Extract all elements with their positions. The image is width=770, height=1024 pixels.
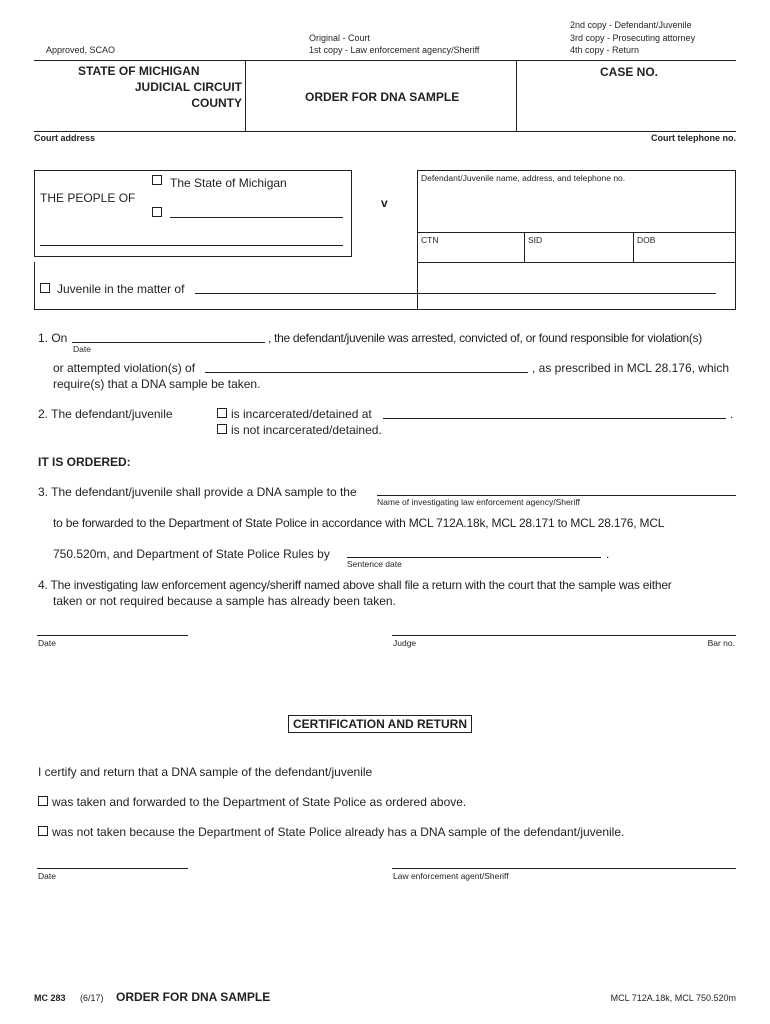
state-of-michigan: STATE OF MICHIGAN	[78, 64, 200, 78]
copy-fourth: 4th copy - Return	[570, 45, 640, 55]
item2-label: 2. The defendant/juvenile	[38, 407, 173, 421]
order-date-caption: Date	[38, 638, 56, 648]
judicial-circuit: JUDICIAL CIRCUIT	[134, 80, 242, 94]
agency-field[interactable]	[377, 495, 736, 496]
item1-requires: require(s) that a DNA sample be taken.	[53, 377, 261, 391]
header-top-rule	[34, 60, 736, 61]
court-address-label: Court address	[34, 133, 96, 143]
agency-caption: Name of investigating law enforcement agency/Sheriff	[377, 497, 581, 507]
item3-period: .	[606, 547, 610, 561]
item3-rules: 750.520m, and Department of State Police Rules by	[53, 547, 330, 561]
bar-no-caption: Bar no.	[707, 638, 735, 648]
copy-second: 2nd copy - Defendant/Juvenile	[570, 20, 692, 30]
return-date-field[interactable]	[37, 868, 188, 869]
other-plaintiff-field[interactable]	[170, 217, 343, 218]
certification-intro: I certify and return that a DNA sample of the defendant/juvenile	[38, 765, 373, 779]
court-phone-label: Court telephone no.	[651, 133, 736, 143]
item1-on: 1. On	[38, 331, 68, 345]
not-incarcerated-checkbox[interactable]	[217, 424, 227, 434]
item1-violations-start: or attempted violation(s) of	[53, 361, 196, 375]
incarcerated-location-field[interactable]	[383, 418, 726, 419]
item3-text: 3. The defendant/juvenile shall provide a DNA sample to the	[38, 485, 357, 499]
item3-forwarded: to be forwarded to the Department of State Police in accordance with MCL 712A.18k, MCL 28.171 to MCL 28.176, MCL	[53, 516, 665, 530]
incarcerated-checkbox[interactable]	[217, 408, 227, 418]
item1-date-caption: Date	[73, 344, 91, 354]
item4-line1: 4. The investigating law enforcement agency/sheriff named above shall file a return with the court that the sample was either	[38, 578, 672, 592]
item4-line2: taken or not required because a sample has already been taken.	[53, 594, 396, 608]
sid-dob-divider	[633, 232, 634, 263]
order-date-field[interactable]	[37, 635, 188, 636]
item1-date-field[interactable]	[72, 342, 265, 343]
sample-taken-checkbox[interactable]	[38, 796, 48, 806]
not-incarcerated-option: is not incarcerated/detained.	[231, 423, 382, 437]
juvenile-matter-field[interactable]	[195, 293, 716, 294]
copy-first: 1st copy - Law enforcement agency/Sheriff	[309, 45, 480, 55]
return-date-caption: Date	[38, 871, 56, 881]
sample-not-taken-option: was not taken because the Department of State Police already has a DNA sample of the defendant/juvenile.	[52, 825, 625, 839]
state-of-michigan-option: The State of Michigan	[170, 176, 287, 190]
form-title: ORDER FOR DNA SAMPLE	[305, 90, 460, 104]
header-divider-left	[245, 60, 246, 132]
defendant-label: Defendant/Juvenile name, address, and telephone no.	[421, 173, 626, 183]
footer-statute: MCL 712A.18k, MCL 750.520m	[610, 993, 736, 1003]
sample-not-taken-checkbox[interactable]	[38, 826, 48, 836]
sentence-date-caption: Sentence date	[347, 559, 402, 569]
ctn-label: CTN	[421, 235, 439, 245]
item1-text: , the defendant/juvenile was arrested, convicted of, or found responsible for violation(s)	[268, 331, 702, 345]
copy-original: Original - Court	[309, 33, 371, 43]
juvenile-matter-label: Juvenile in the matter of	[57, 282, 185, 296]
dob-label: DOB	[637, 235, 656, 245]
agent-signature-field[interactable]	[392, 868, 736, 869]
judge-caption: Judge	[393, 638, 417, 648]
incarcerated-option: is incarcerated/detained at	[231, 407, 372, 421]
juvenile-matter-checkbox[interactable]	[40, 283, 50, 293]
judge-signature-field[interactable]	[392, 635, 736, 636]
ctn-sid-divider	[524, 232, 525, 263]
footer-title: ORDER FOR DNA SAMPLE	[116, 990, 271, 1004]
certification-title: CERTIFICATION AND RETURN	[288, 715, 472, 733]
sample-taken-option: was taken and forwarded to the Department of State Police as ordered above.	[52, 795, 467, 809]
copy-third: 3rd copy - Prosecuting attorney	[570, 33, 696, 43]
other-plaintiff-checkbox[interactable]	[152, 207, 162, 217]
sid-label: SID	[528, 235, 543, 245]
county: COUNTY	[191, 96, 242, 110]
agent-caption: Law enforcement agent/Sheriff	[393, 871, 509, 881]
people-of-label: THE PEOPLE OF	[40, 191, 136, 205]
defendant-id-rule	[417, 232, 736, 233]
header-divider-right	[516, 60, 517, 132]
versus-label: v	[381, 196, 388, 210]
plaintiff-extra-field[interactable]	[40, 245, 343, 246]
form-revision: (6/17)	[80, 993, 104, 1003]
it-is-ordered: IT IS ORDERED:	[38, 455, 131, 469]
item1-violations-end: , as prescribed in MCL 28.176, which	[532, 361, 729, 375]
sentence-date-field[interactable]	[347, 557, 601, 558]
header-bottom-rule	[34, 131, 736, 132]
case-number-label: CASE NO.	[600, 65, 659, 79]
state-of-michigan-checkbox[interactable]	[152, 175, 162, 185]
form-number: MC 283	[34, 993, 66, 1003]
violations-field[interactable]	[205, 372, 528, 373]
item2-period: .	[730, 407, 734, 421]
approved-scao: Approved, SCAO	[46, 45, 116, 55]
